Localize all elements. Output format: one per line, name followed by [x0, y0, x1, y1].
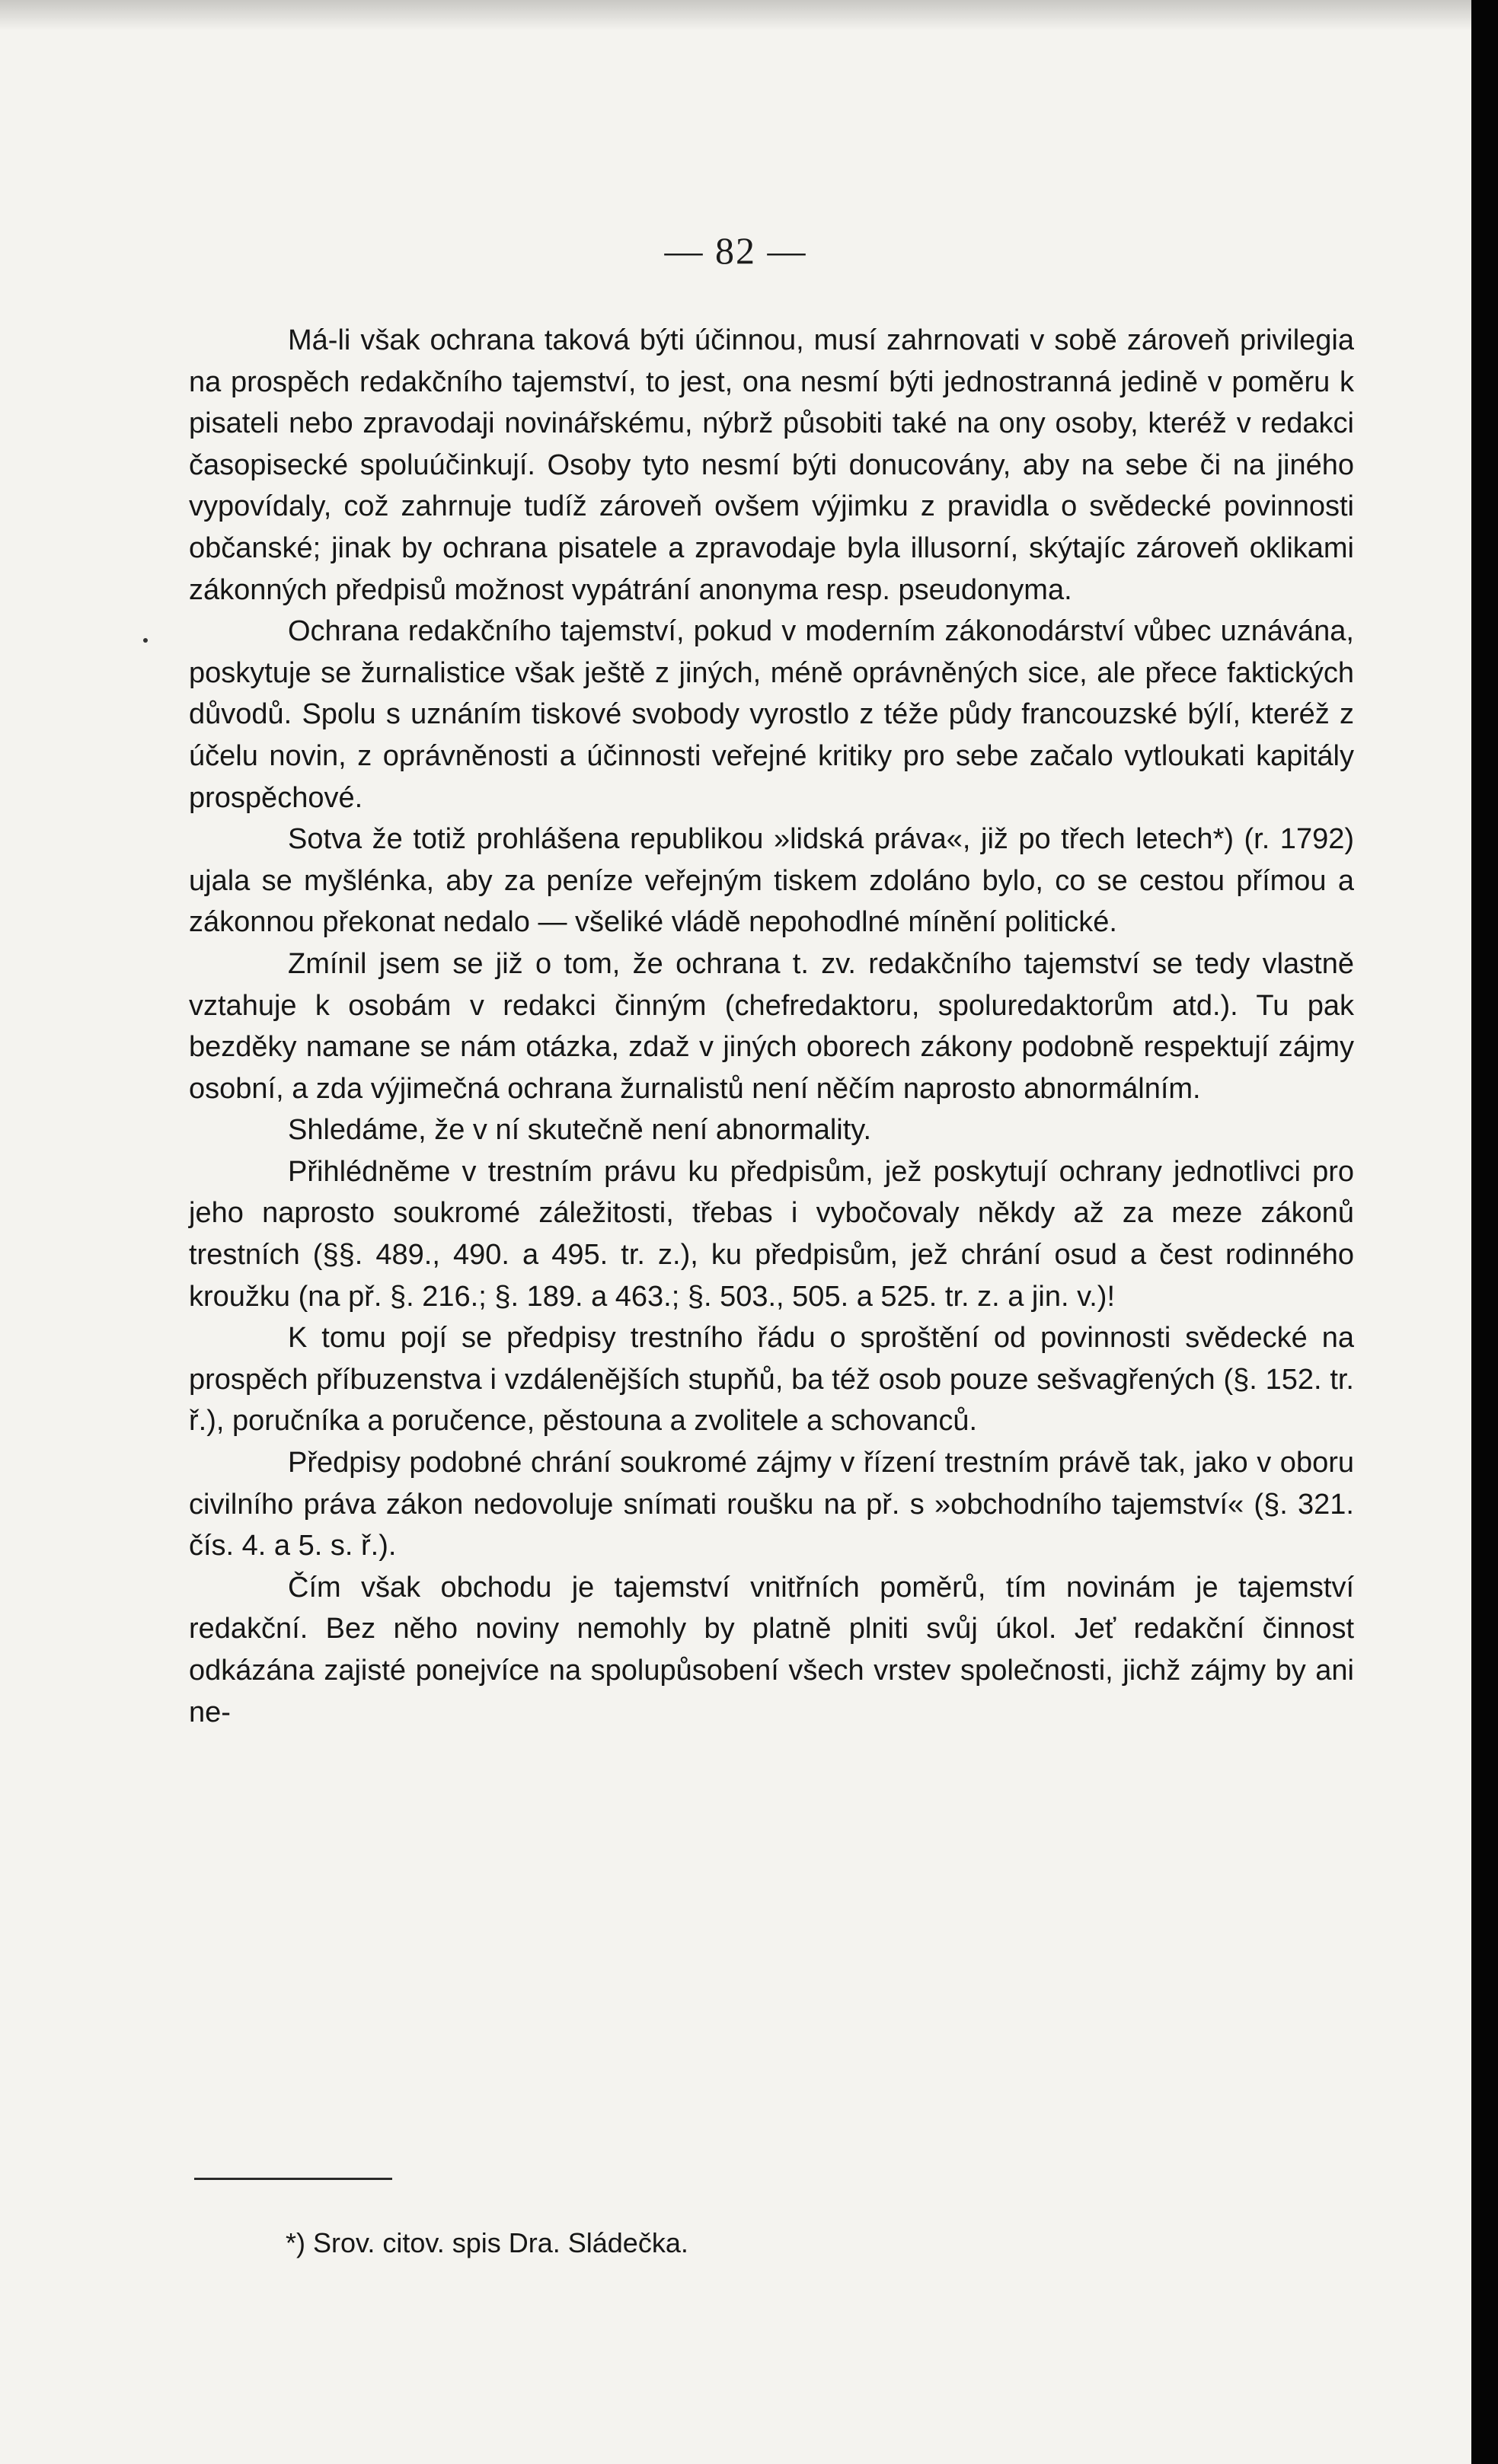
paragraph-6: Přihlédněme v trestním právu ku předpisům, jež poskytují ochrany jednotlivci pro jeho naprosto soukromé záležitosti, třebas i vybočovaly někdy až za meze zákonů trestních (§§. 489., 490. a 495. tr. z.), ku předpisům, jež chrání osud a čest rodinného kroužku (na př. §. 216.; §. 189. a 463.; §. 503., 505. a 525. tr. z. a jin. v.)! — [189, 1155, 1354, 1313]
paragraph-8: Předpisy podobné chrání soukromé zájmy v řízení trestním právě tak, jako v oboru civilního práva zákon nedovoluje snímati roušku na př. s »obchodního tajemství« (§. 321. čís. 4. a 5. s. ř.). — [189, 1447, 1354, 1562]
paragraph-7: K tomu pojí se předpisy trestního řádu o sproštění od povinnosti svědecké na prospěch příbuzenstva i vzdálenějších stupňů, ba též osob pouze sešvagřených (§. 152. tr. ř.), poručníka a poručence, pěstouna a zvolitele a schovanců. — [189, 1322, 1354, 1438]
paragraph-5: Shledáme, že v ní skutečně není abnormality. — [288, 1114, 872, 1147]
paragraph-9: Čím však obchodu je tajemství vnitřních poměrů, tím novinám je tajemství redakční. Bez něho noviny nemohly by platně plniti svůj úkol. Jeť redakční činnost odkázána zajisté ponejvíce na spolupůsobení všech vrstev společnosti, jichž zájmy by ani ne- — [189, 1571, 1354, 1728]
scan-border — [1471, 0, 1498, 2464]
page-edge-shadow — [0, 0, 1471, 30]
footnote-divider — [194, 2178, 392, 2180]
paragraph-2: Ochrana redakčního tajemství, pokud v moderním zákonodárství vůbec uznávána, poskytuje se žurnalistice však ještě z jiných, méně oprávněných sice, ale přece faktických důvodů. Spolu s uznáním tiskové svobody vyrostlo z téže půdy francouzské býlí, kteréž z účelu novin, z oprávněnosti a účinnosti veřejné kritiky pro sebe začalo vytloukati kapitály prospěchové. — [189, 615, 1354, 814]
paragraph-4: Zmínil jsem se již o tom, že ochrana t. zv. redakčního tajemství se tedy vlastně vztahuje k osobám v redakci činným (chefredaktoru, spoluredaktorům atd.). Tu pak bezděky namane se nám otázka, zdaž v jiných oborech zákony podobně respektují zájmy osobní, a zda výjimečná ochrana žurnalistů není něčím naprosto abnormálním. — [189, 947, 1354, 1105]
page-number: — 82 — — [664, 229, 807, 272]
paragraph-3: Sotva že totiž prohlášena republikou »lidská práva«, již po třech letech*) (r. 1792) ujala se myšlénka, aby za peníze veřejným tiskem zdoláno bylo, co se cestou přímou a zákonnou překonat nedalo — všeliké vládě nepohodlné mínění politické. — [189, 823, 1354, 939]
body-text — [189, 320, 1354, 1733]
footnote: *) Srov. citov. spis Dra. Sládečka. — [286, 2227, 688, 2258]
print-speck — [143, 638, 148, 643]
paragraph-1: Má-li však ochrana taková býti účinnou, musí zahrnovati v sobě zároveň privilegia na prospěch redakčního tajemství, to jest, ona nesmí býti jednostranná jedině v poměru k pisateli nebo zpravodaji novinářskému, nýbrž působiti také na ony osoby, kteréž v redakci časopisecké spoluúčinkují. Osoby tyto nesmí býti donucovány, aby na sebe či na jiného vypovídaly, což zahrnuje tudíž zároveň ovšem výjimku z pravidla o svědecké povinnosti občanské; jinak by ochrana pisatele a zpravodaje byla illusorní, skýtajíc zároveň oklikami zákonných předpisů možnost vypátrání anonyma resp. pseudonyma. — [189, 324, 1354, 606]
